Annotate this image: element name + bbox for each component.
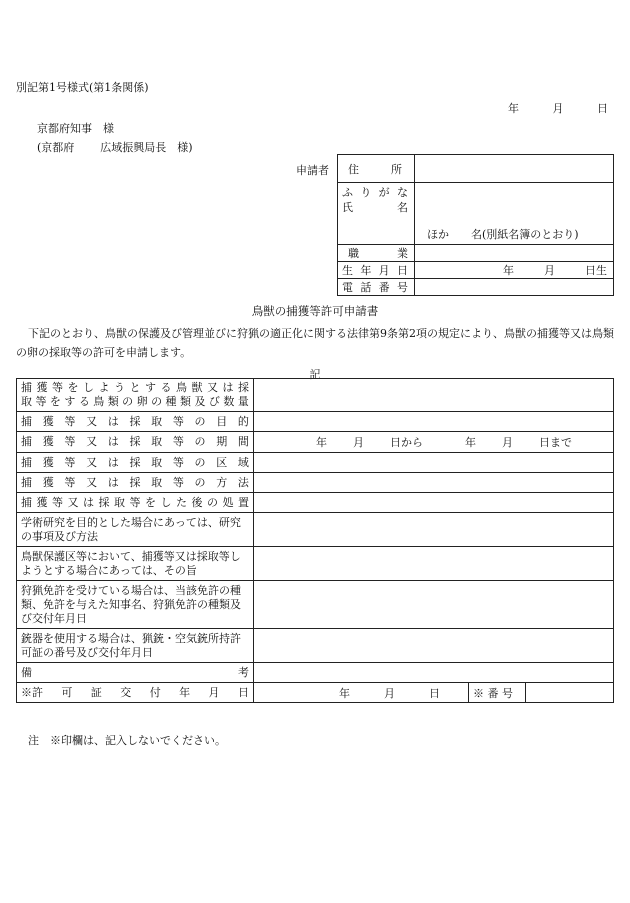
label-char: は	[222, 381, 234, 394]
phone-label: 電 話 番 号	[338, 279, 415, 296]
label-char: 取	[114, 495, 125, 509]
research-label: 学術研究を目的とした場合にあっては、研究の事項及び方法	[17, 513, 254, 547]
label-char: 可	[61, 685, 73, 699]
remarks-field[interactable]	[254, 663, 614, 683]
label-char: 置	[238, 495, 249, 509]
label-char: 等	[64, 414, 76, 428]
label-char: 捕	[21, 381, 32, 394]
label-char: 等	[129, 495, 141, 509]
label-char: 鳥	[93, 395, 105, 408]
label-char: し	[160, 495, 172, 509]
document-title: 鳥獣の捕獲等許可申請書	[251, 304, 379, 318]
label-char: 獲	[42, 475, 54, 489]
label-char: 等	[64, 435, 76, 448]
label-char: 等	[172, 475, 184, 489]
label-char: 取	[151, 455, 163, 469]
label-char: う	[114, 381, 125, 394]
species-field[interactable]	[254, 379, 614, 412]
label-char: 獲	[42, 455, 54, 469]
gun-permit-label: 銃器を使用する場合は、猟銃・空気銃所持許可証の番号及び交付年月日	[17, 629, 254, 663]
label-char: 目	[216, 414, 228, 428]
label-char: 期	[216, 435, 228, 448]
label-char: 捕	[21, 495, 32, 509]
label-char: 類	[107, 395, 119, 408]
label-char: の	[151, 395, 163, 408]
date-year: 年	[508, 102, 519, 115]
others-label: ほか	[427, 228, 449, 241]
label-char: 等	[64, 475, 76, 489]
label-char: は	[107, 455, 119, 469]
others-note: 名(別紙名簿のとおり)	[471, 228, 579, 241]
label-char: す	[145, 381, 156, 394]
label-char: ※許	[21, 685, 43, 699]
birthdate-field[interactable]: 年 月 日生	[415, 262, 614, 279]
label-char: す	[64, 395, 76, 408]
sanctuary-field[interactable]	[254, 547, 614, 581]
application-statement: 下記のとおり、鳥獣の保護及び管理並びに狩猟の適正化に関する法律第9条第2項の規定により、鳥獣の捕獲等又は鳥類の卵の採取等の許可を申請します。	[16, 327, 614, 359]
label-char: 量	[237, 395, 249, 408]
name-field[interactable]	[415, 183, 614, 245]
license-label: 狩猟免許を受けている場合は、当該免許の種類、免許を与えた知事名、狩猟免許の種類及び交付年月日	[17, 581, 254, 629]
label-char: を	[49, 395, 61, 408]
gun-permit-field[interactable]	[254, 629, 614, 663]
label-char: 数	[223, 395, 235, 408]
license-field[interactable]	[254, 581, 614, 629]
occupation-label: 職 業	[338, 245, 415, 262]
label-char: 交	[120, 685, 132, 699]
label-char: 捕	[21, 455, 32, 469]
label-char: は	[83, 495, 94, 509]
purpose-field[interactable]	[254, 412, 614, 432]
ki-heading: 記	[309, 368, 321, 381]
label-char: 年	[179, 685, 191, 699]
label-char: の	[194, 455, 206, 469]
label-char: 又	[86, 435, 98, 448]
birthdate-label: 生 年 月 日	[338, 262, 415, 279]
footnote: 注 ※印欄は、記入しないでください。	[28, 734, 226, 747]
applicant-table	[337, 154, 614, 296]
area-label	[17, 453, 254, 473]
label-char: 取	[151, 435, 163, 448]
label-char: 種	[165, 395, 177, 408]
addressee-bureau-name: 広域振興局長 様)	[100, 141, 193, 154]
permit-number-label: ※ 番 号	[469, 683, 526, 703]
label-char: し	[83, 381, 94, 394]
label-char: 獲	[36, 381, 48, 394]
label-char: 区	[216, 455, 228, 469]
label-char: 捕	[21, 435, 32, 448]
period-label	[17, 432, 254, 453]
label-char: 又	[67, 495, 79, 509]
label-char: 採	[98, 495, 110, 509]
address-label: 住 所	[338, 155, 415, 183]
method-label	[17, 473, 254, 493]
applicant-label: 申請者	[296, 164, 329, 177]
label-char: 及	[194, 395, 206, 408]
address-field[interactable]	[415, 155, 614, 183]
label-char: は	[107, 435, 119, 448]
label-char: の	[194, 435, 206, 448]
label-char: 獲	[36, 495, 48, 509]
label-char: た	[176, 495, 187, 509]
label-char: 類	[179, 395, 191, 408]
permit-date-label	[17, 683, 254, 703]
label-char: 処	[222, 495, 234, 509]
form-number: 別記第1号様式(第1条関係)	[16, 81, 149, 94]
label-char: る	[78, 395, 90, 408]
label-char: 採	[129, 435, 141, 448]
label-char: 日	[237, 685, 249, 699]
label-char: 証	[90, 685, 102, 699]
label-char: 又	[86, 414, 98, 428]
label-char: 等	[172, 455, 184, 469]
label-char: 等	[64, 455, 76, 469]
label-char: 後	[191, 495, 203, 509]
label-char: 獲	[42, 414, 54, 428]
label-char: は	[107, 414, 119, 428]
label-char: を	[67, 381, 79, 394]
label-char: び	[208, 395, 220, 408]
label-char: 月	[208, 685, 220, 699]
label-char: 的	[237, 414, 249, 428]
label-char: の	[194, 414, 206, 428]
details-table	[16, 378, 614, 703]
label-char: 取	[21, 395, 32, 408]
label-char: の	[194, 475, 206, 489]
label-char: 等	[172, 414, 184, 428]
label-char: 卵	[136, 395, 148, 408]
label-char: 又	[207, 381, 218, 394]
species-label	[17, 379, 254, 412]
label-char: と	[129, 381, 141, 394]
label-char: よ	[98, 381, 110, 394]
label-char: の	[122, 395, 134, 408]
label-char: 採	[129, 475, 141, 489]
label-char: 捕	[21, 475, 32, 489]
label-char: 等	[35, 395, 47, 408]
addressee-governor: 京都府知事 様	[37, 122, 114, 135]
name-label: ふ り が な 氏 名	[338, 183, 415, 245]
disposal-label	[17, 493, 254, 513]
label-char: 採	[238, 381, 249, 394]
remarks-label: 備 考	[17, 663, 254, 683]
label-char: 取	[151, 414, 163, 428]
date-day: 日	[597, 102, 608, 115]
label-char: 間	[237, 435, 249, 448]
phone-field[interactable]	[415, 279, 614, 296]
label-char: 付	[149, 685, 161, 699]
method-field[interactable]	[254, 473, 614, 493]
label-char: 等	[52, 495, 63, 509]
label-char: 法	[237, 475, 249, 489]
date-month: 月	[552, 102, 564, 115]
sanctuary-label: 鳥獣保護区等において、捕獲等又は採取等しようとする場合にあっては、その旨	[17, 547, 254, 581]
permit-date-field[interactable]: 年 月 日	[254, 683, 469, 703]
label-char: 又	[86, 455, 98, 469]
label-char: 獲	[42, 435, 54, 448]
label-char: 取	[151, 475, 163, 489]
disposal-field[interactable]	[254, 493, 614, 513]
period-field[interactable]: 年 月 日から 年 月 日まで	[254, 432, 614, 453]
research-field[interactable]	[254, 513, 614, 547]
label-char: 又	[86, 475, 98, 489]
application-date	[508, 100, 608, 116]
label-char: 等	[52, 381, 63, 394]
purpose-label	[17, 412, 254, 432]
label-char: を	[145, 495, 156, 509]
label-char: 鳥	[176, 381, 187, 394]
label-char: 獣	[191, 381, 203, 394]
label-char: 域	[237, 455, 249, 469]
label-char: 方	[216, 475, 228, 489]
label-char: 採	[129, 414, 141, 428]
label-char: る	[160, 381, 172, 394]
area-field[interactable]	[254, 453, 614, 473]
label-char: の	[207, 495, 218, 509]
occupation-field[interactable]	[415, 245, 614, 262]
label-char: 採	[129, 455, 141, 469]
addressee-prefix: (京都府	[37, 141, 75, 154]
label-char: 捕	[21, 414, 32, 428]
permit-number-field[interactable]	[526, 683, 614, 703]
addressee-bureau	[37, 139, 193, 155]
label-char: 等	[172, 435, 184, 448]
label-char: は	[107, 475, 119, 489]
